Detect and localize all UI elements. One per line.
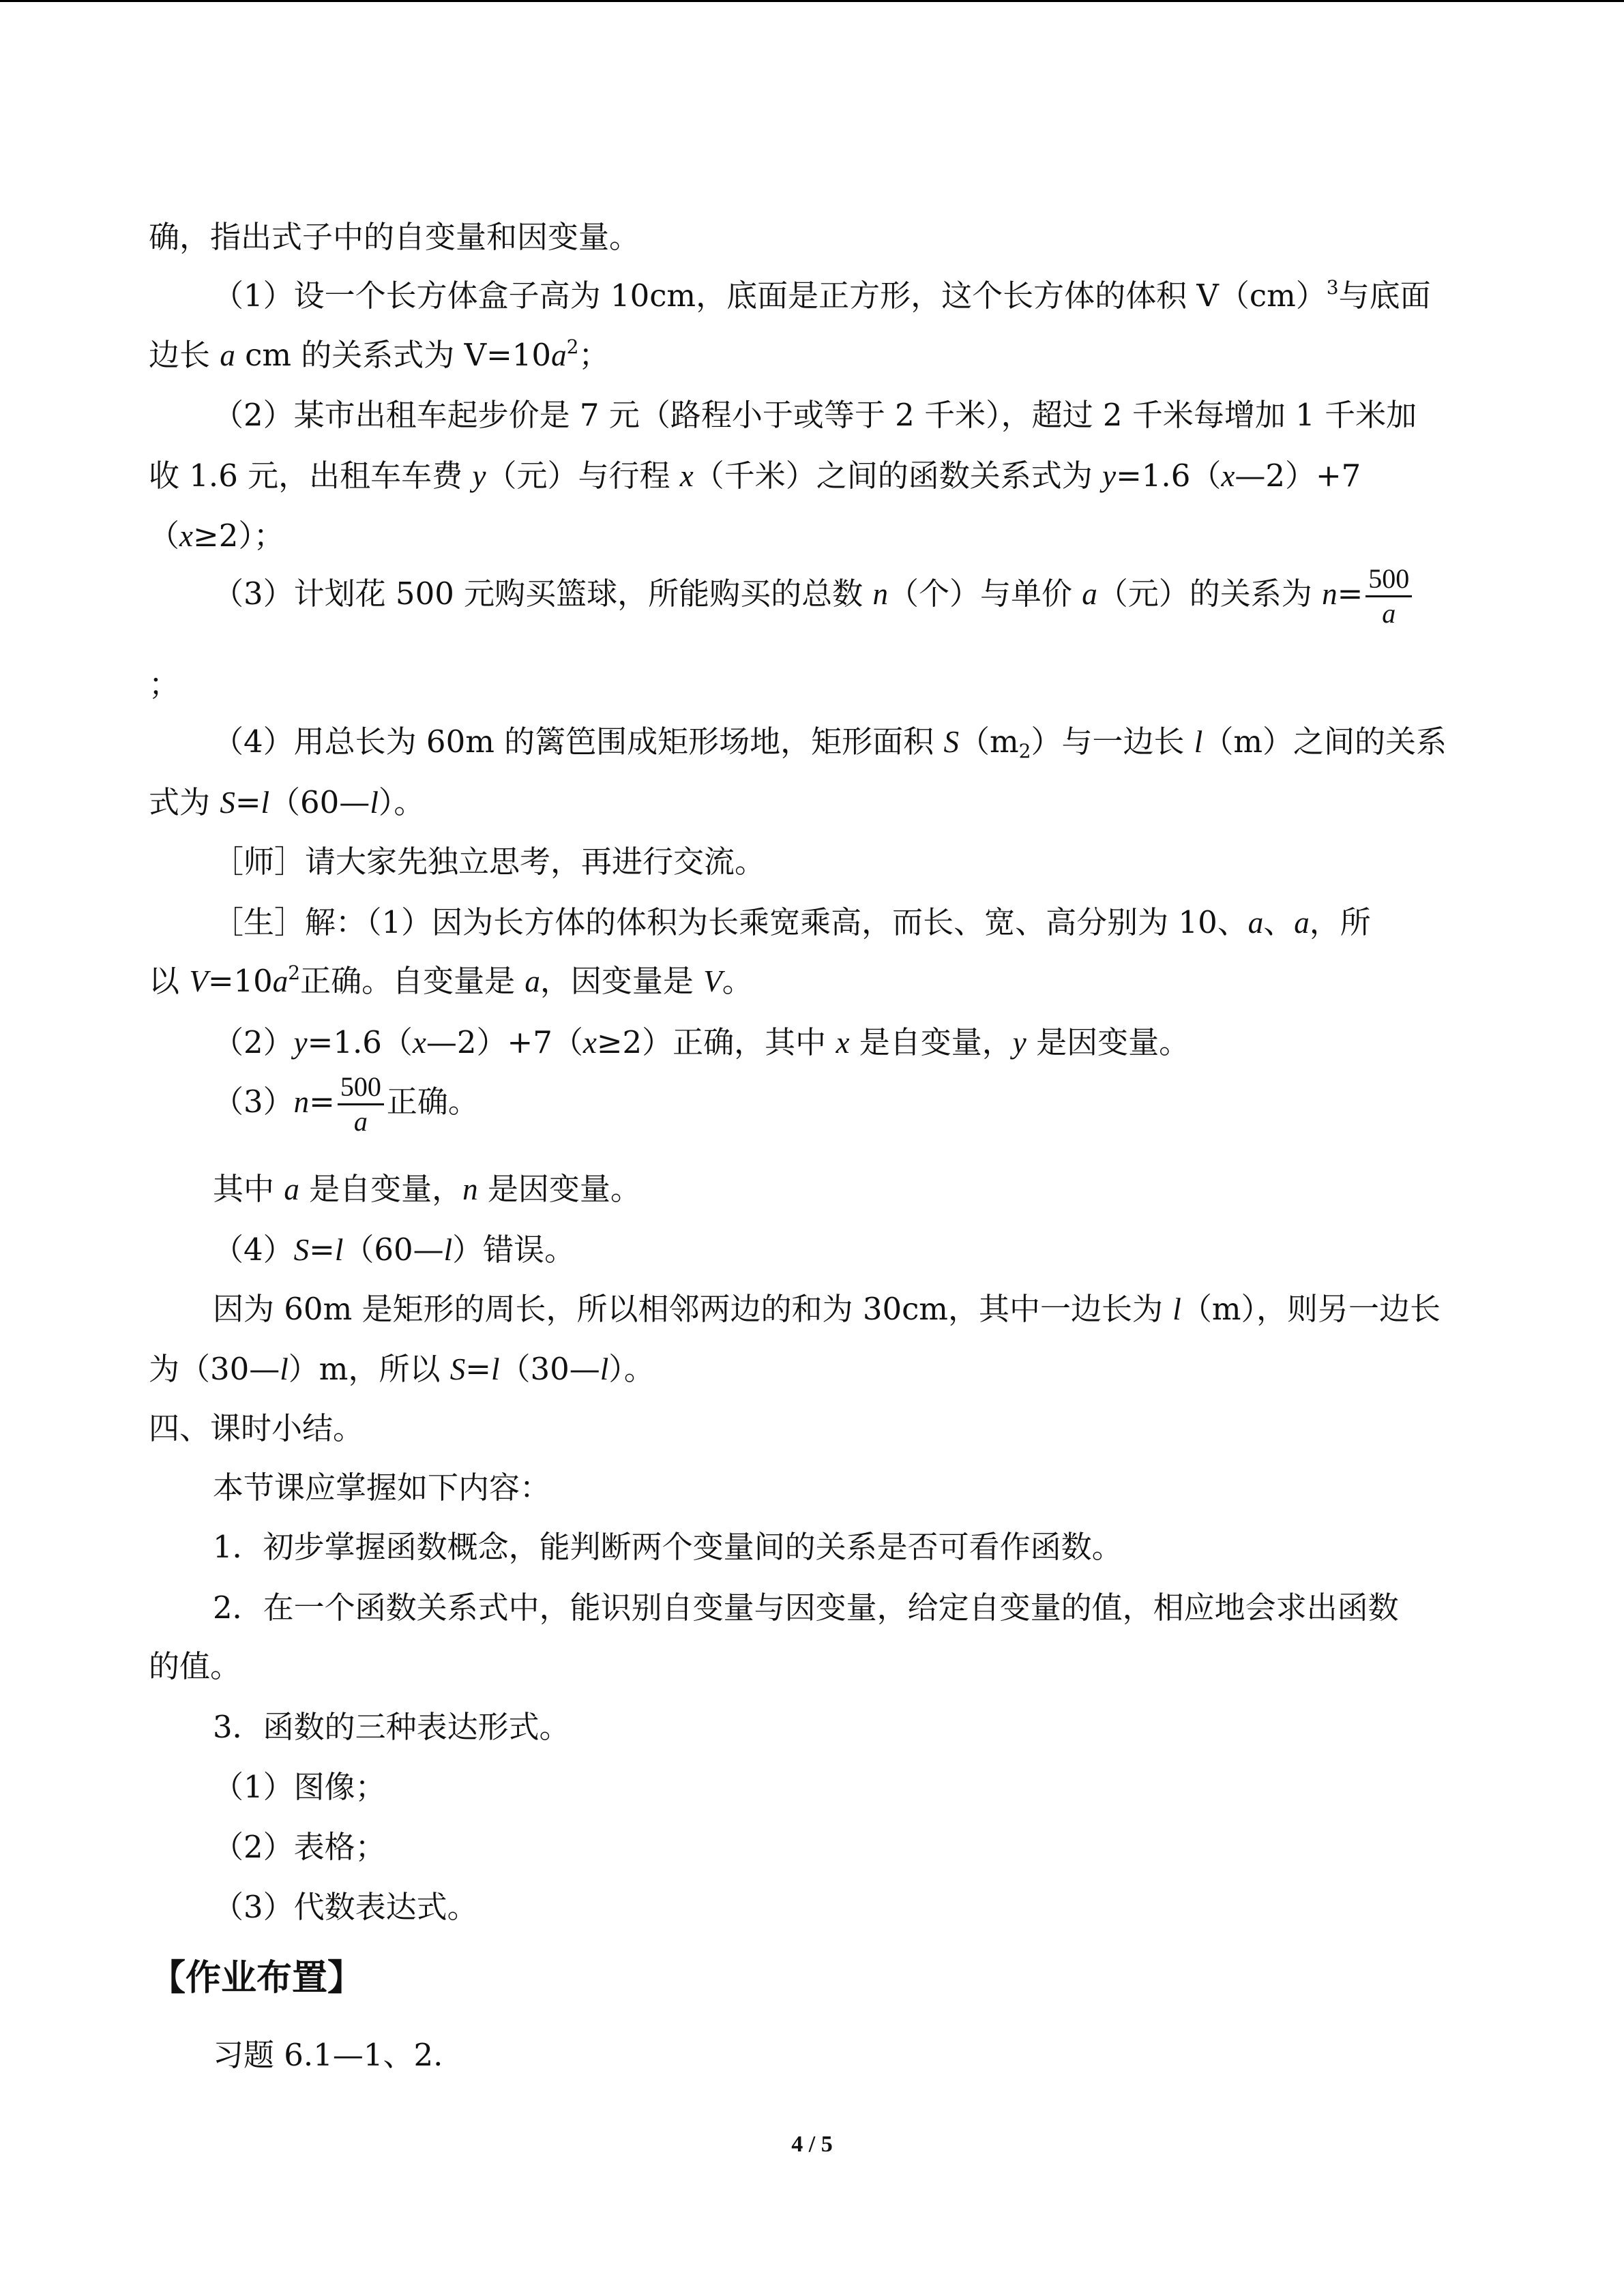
text-line: （3）n= $\frac{500}{a}$ 正确。 [213, 1071, 479, 1137]
section-title: 四、课时小结。 [149, 1410, 364, 1446]
fraction-500-over-a: $\frac{500}{a}$ [1365, 563, 1412, 630]
text-line: 因为 60m 是矩形的周长，所以相邻两边的和为 30cm，其中一边长为 l（m），则另一边长 [213, 1291, 1441, 1327]
text-line: （1）设一个长方体盒子高为 10cm，底面是正方形，这个长方体的体积 V（cm）$^3$与底面 [213, 276, 1431, 314]
homework-text: 习题 6.1—1、2. [213, 2037, 443, 2073]
text-line: 本节课应掌握如下内容： [213, 1470, 551, 1506]
list-item: 3．函数的三种表达形式。 [213, 1709, 570, 1745]
text-line: 确，指出式子中的自变量和因变量。 [149, 219, 640, 255]
homework-heading: 【作业布置】 [150, 1958, 364, 1999]
text-line: （3）计划花 500 元购买篮球，所能购买的总数 n（个）与单价 a（元）的关系为 n= $\frac{500}{a}$ [213, 563, 1415, 630]
list-item: 2．在一个函数关系式中，能识别自变量与因变量，给定自变量的值，相应地会求出函数 [213, 1590, 1399, 1626]
text-line: 为（30—l）m，所以 S=l（30—l）。 [149, 1351, 655, 1387]
text-line: 收 1.6 元，出租车车费 y（元）与行程 x（千米）之间的函数关系式为 y=1.6（x—2）+7 [149, 458, 1361, 494]
text-line: 以 $V=10a^2$正确。自变量是 a，因变量是 V。 [149, 961, 753, 999]
text-line: （4）用总长为 60m 的篱笆围成矩形场地，矩形面积 $S(m_2)$与一边长 l（m）之间的关系 [213, 724, 1447, 762]
text-line: （2）某市出租车起步价是 7 元（路程小于或等于 2 千米），超过 2 千米每增加 1 千米加 [213, 397, 1417, 433]
page-number: 4 / 5 [791, 2132, 833, 2157]
top-border-line [0, 0, 1624, 2]
text-line: （x≥2）； [149, 518, 284, 554]
fraction-500-over-a: $\frac{500}{a}$ [338, 1071, 384, 1138]
list-item: （2）表格； [213, 1829, 386, 1865]
list-item: 1．初步掌握函数概念，能判断两个变量间的关系是否可看作函数。 [213, 1529, 1123, 1565]
text-line: （2）y=1.6（x—2）+7（x≥2）正确，其中 x 是自变量，y 是因变量。 [213, 1024, 1190, 1060]
text-line: ［生］解：（1）因为长方体的体积为长乘宽乘高，而长、宽、高分别为 10、a、a，所 [213, 904, 1371, 940]
text-line: 的值。 [149, 1648, 241, 1684]
list-item: （3）代数表达式。 [213, 1889, 478, 1925]
text-line: ［师］请大家先独立思考，再进行交流。 [213, 844, 766, 880]
text-line: 其中 a 是自变量，n 是因变量。 [213, 1171, 641, 1207]
list-item: （1）图像； [213, 1769, 386, 1805]
text-line: ； [149, 666, 180, 702]
text-line: 式为 S=l（60—l）。 [149, 784, 425, 820]
text-line: （4）S=l（60—l）错误。 [213, 1232, 576, 1268]
text-line: 边长 a cm 的关系式为 $V=10a^2$； [149, 336, 610, 373]
